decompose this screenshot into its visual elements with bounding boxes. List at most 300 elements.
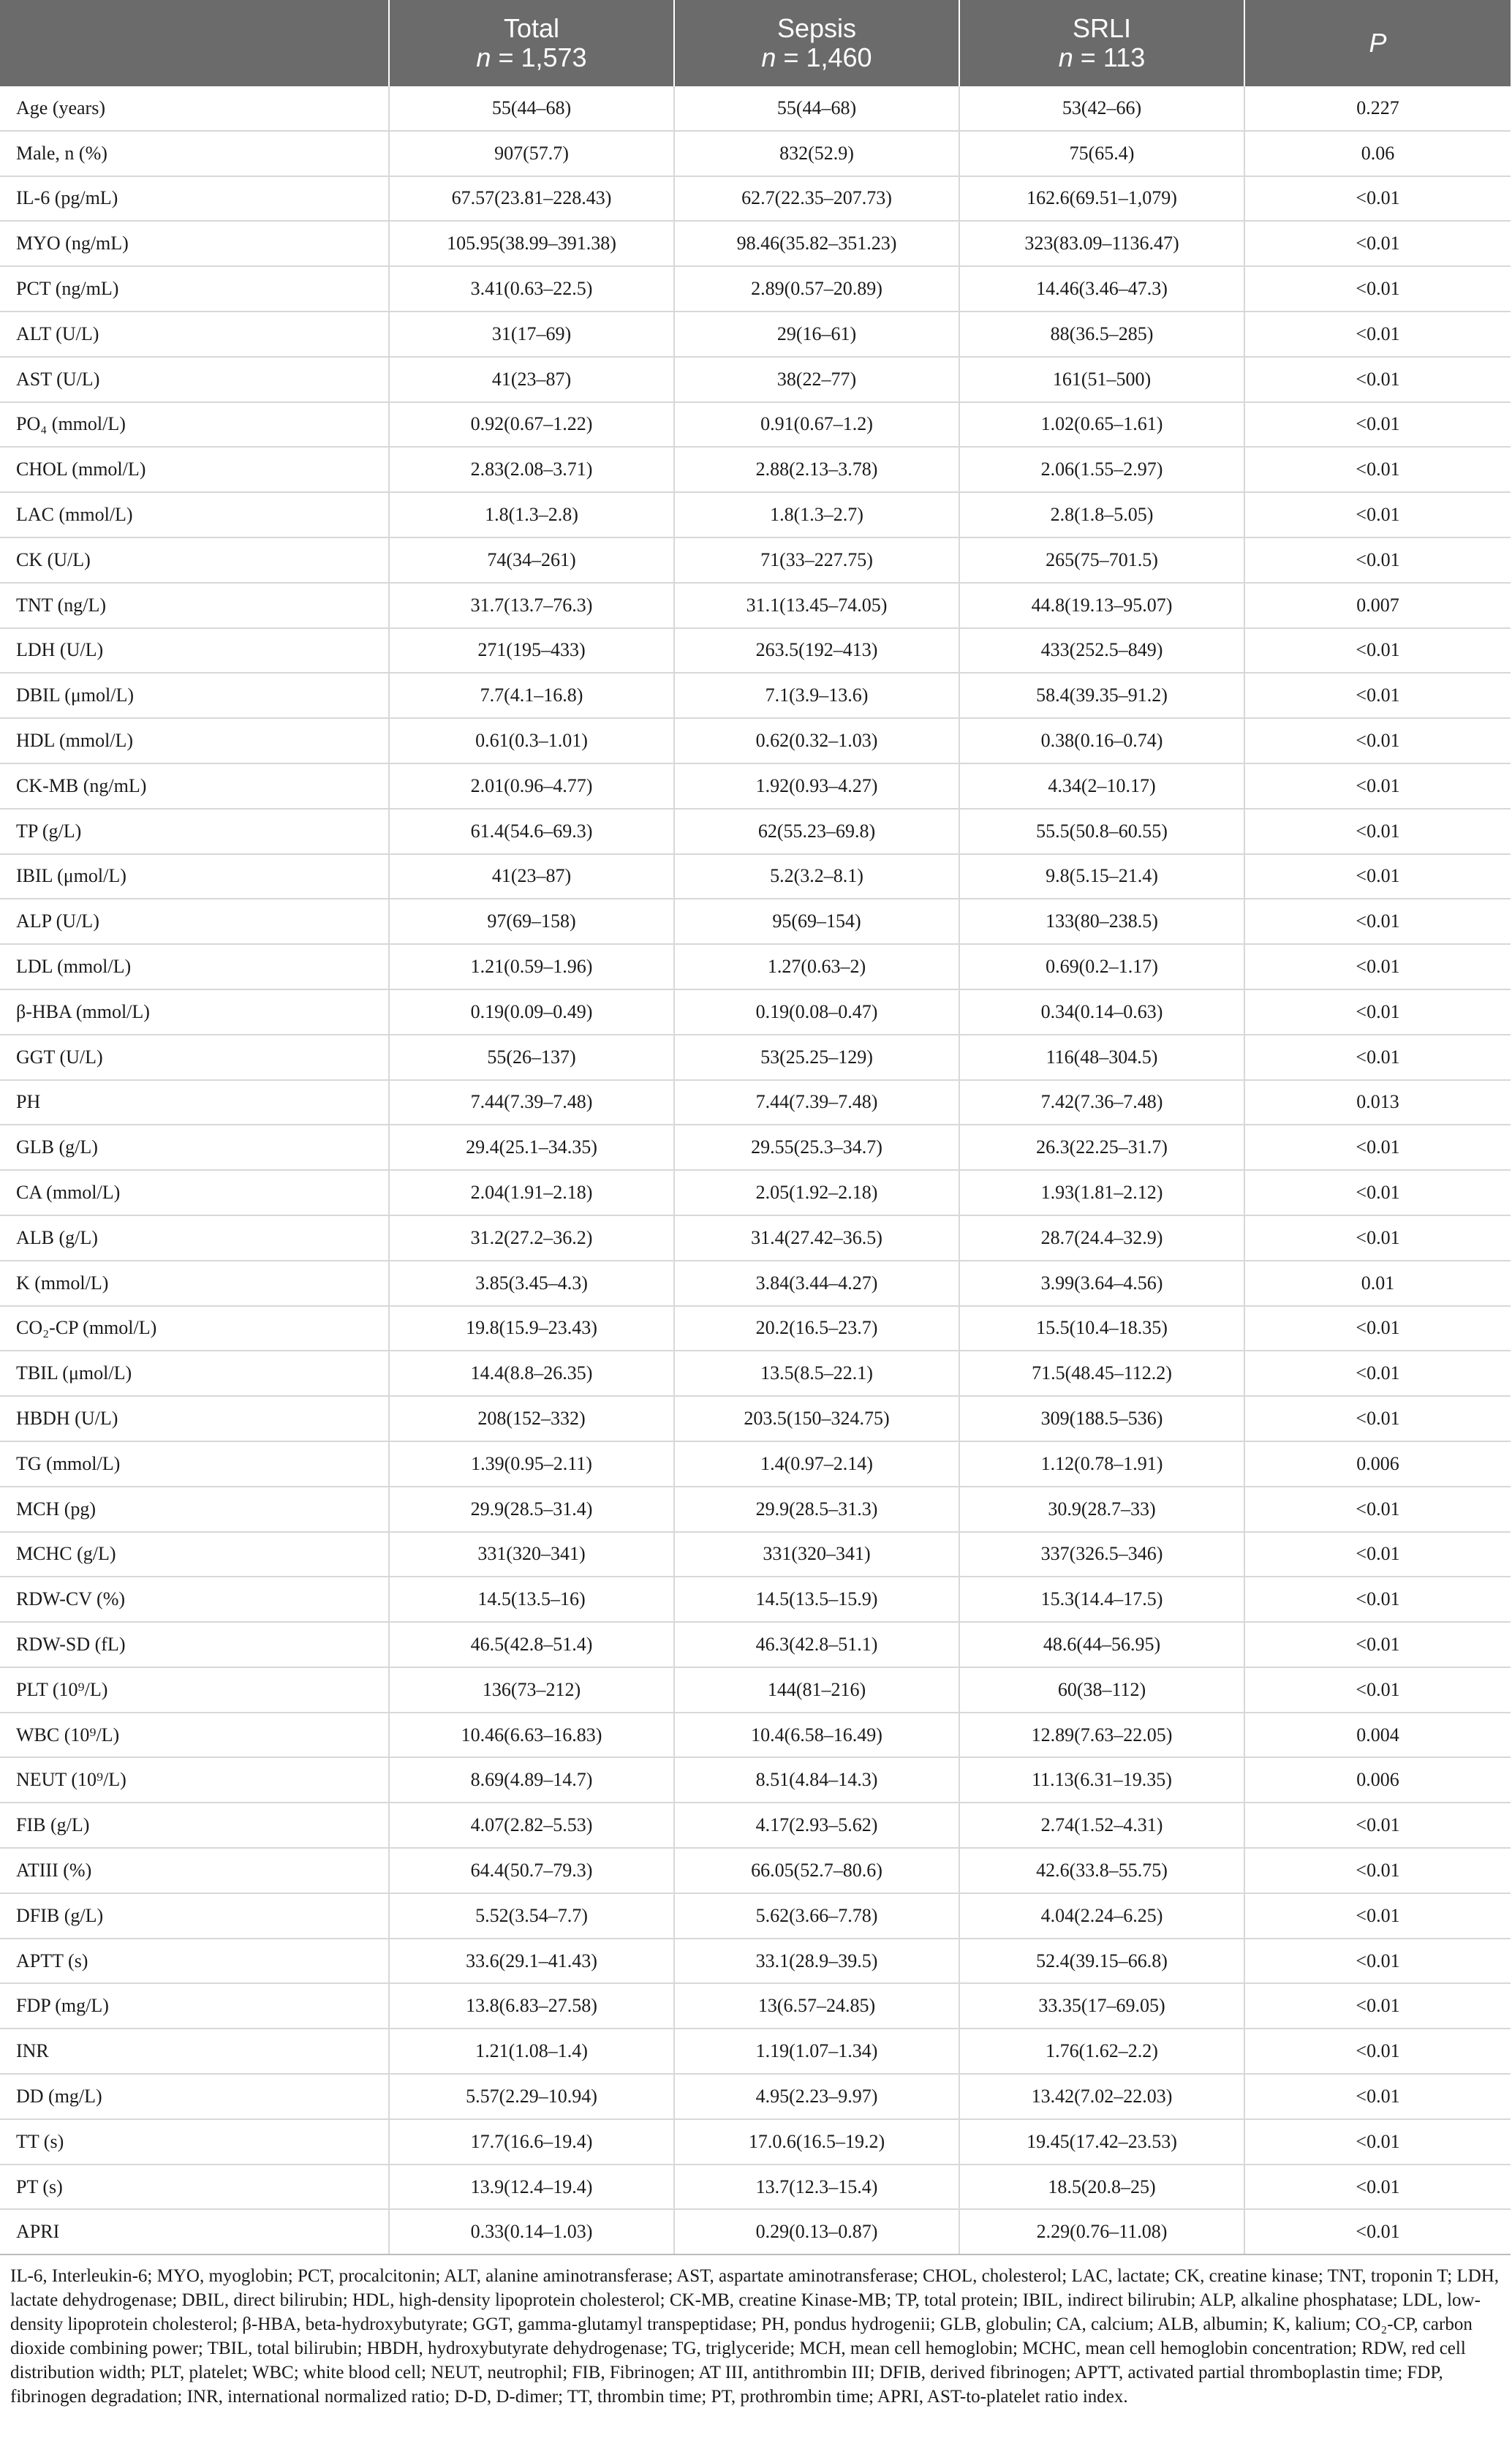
cell-srli: 60(38–112) [959,1667,1244,1713]
table-row [0,583,1511,628]
table-row [0,1577,1511,1622]
cell-total: 7.44(7.39–7.48) [389,1080,674,1125]
cell-sepsis: 1.27(0.63–2) [674,944,959,989]
table-row [0,131,1511,176]
header-p-name: P [1369,28,1387,58]
cell-p: <0.01 [1244,944,1511,989]
cell-srli: 2.06(1.55–2.97) [959,447,1244,492]
cell-label: PT (s) [0,2165,389,2210]
cell-label: CA (mmol/L) [0,1170,389,1215]
cell-sepsis: 4.95(2.23–9.97) [674,2074,959,2119]
cell-total: 907(57.7) [389,131,674,176]
table-row [0,1622,1511,1667]
cell-p: <0.01 [1244,1306,1511,1351]
cell-srli: 52.4(39.15–66.8) [959,1939,1244,1984]
cell-sepsis: 2.05(1.92–2.18) [674,1170,959,1215]
header-sepsis-n [675,43,959,72]
cell-p: <0.01 [1244,537,1511,583]
table-row [0,2074,1511,2119]
table-row [0,447,1511,492]
cell-srli: 3.99(3.64–4.56) [959,1261,1244,1306]
cell-p: <0.01 [1244,402,1511,448]
table-row [0,854,1511,899]
cell-label: TG (mmol/L) [0,1441,389,1487]
cell-srli: 337(326.5–346) [959,1532,1244,1577]
cell-sepsis: 46.3(42.8–51.1) [674,1622,959,1667]
cell-label: MCH (pg) [0,1487,389,1532]
table-row [0,312,1511,357]
header-sepsis-n-prefix: n [761,42,776,72]
cell-srli: 53(42–66) [959,86,1244,131]
cell-srli: 75(65.4) [959,131,1244,176]
cell-p: <0.01 [1244,447,1511,492]
cell-p: <0.01 [1244,357,1511,402]
cell-p: 0.013 [1244,1080,1511,1125]
cell-srli: 14.46(3.46–47.3) [959,266,1244,312]
table-row [0,176,1511,222]
cell-srli: 4.04(2.24–6.25) [959,1893,1244,1939]
table-row [0,899,1511,944]
cell-sepsis: 29.55(25.3–34.7) [674,1125,959,1170]
cell-label: LDL (mmol/L) [0,944,389,989]
cell-total: 14.5(13.5–16) [389,1577,674,1622]
cell-sepsis: 53(25.25–129) [674,1035,959,1080]
cell-srli: 4.34(2–10.17) [959,763,1244,809]
cell-label: HDL (mmol/L) [0,718,389,763]
cell-label: ALT (U/L) [0,312,389,357]
cell-srli: 19.45(17.42–23.53) [959,2119,1244,2165]
cell-p: 0.06 [1244,131,1511,176]
table-row [0,1803,1511,1848]
header-total-n [390,43,673,72]
cell-p: <0.01 [1244,2029,1511,2074]
cell-p: <0.01 [1244,1893,1511,1939]
cell-p: 0.006 [1244,1757,1511,1803]
cell-p: <0.01 [1244,809,1511,854]
cell-sepsis: 832(52.9) [674,131,959,176]
cell-total: 136(73–212) [389,1667,674,1713]
cell-p: <0.01 [1244,2119,1511,2165]
cell-label: APTT (s) [0,1939,389,1984]
cell-label: DFIB (g/L) [0,1893,389,1939]
cell-label: RDW-SD (fL) [0,1622,389,1667]
cell-sepsis: 0.19(0.08–0.47) [674,989,959,1035]
cell-total: 55(26–137) [389,1035,674,1080]
cell-p: <0.01 [1244,673,1511,718]
table-row [0,1306,1511,1351]
cell-label: WBC (10⁹/L) [0,1713,389,1758]
cell-label: LDH (U/L) [0,628,389,673]
cell-p: <0.01 [1244,1577,1511,1622]
cell-total: 208(152–332) [389,1396,674,1441]
table-row [0,2165,1511,2210]
table-row [0,1080,1511,1125]
cell-srli: 15.5(10.4–18.35) [959,1306,1244,1351]
cell-sepsis: 7.1(3.9–13.6) [674,673,959,718]
cell-label: CK-MB (ng/mL) [0,763,389,809]
table-header [0,0,1511,86]
table-footnote: IL-6, Interleukin-6; MYO, myoglobin; PCT, procalcitonin; ALT, alanine aminotransferase; AST, aspartate aminotransferase; CHOL, cholesterol; LAC, lactate; CK, creatine kinase; TNT, troponin T; LDH, lactate dehydrogenase; DBIL, direct bilirubin; HDL, high-density lipoprotein cholesterol; CK-MB, creatine Kinase-MB; TP, total protein; IBIL, indirect bilirubin; ALP, alkaline phosphatase; LDL, low-density lipoprotein cholesterol; β-HBA, beta-hydroxybutyrate; GGT, gamma-glutamyl transpeptidase; PH, pondus hydrogenii; GLB, globulin; CA, calcium; ALB, albumin; K, kalium; CO₂-CP, carbon dioxide combining power; TBIL, total bilirubin; HBDH, hydroxybutyrate dehydrogenase; TG, triglyceride; MCH, mean cell hemoglobin; MCHC, mean cell hemoglobin concentration; RDW, red cell distribution width; PLT, platelet; WBC; white blood cell; NEUT, neutrophil; FIB, Fibrinogen; AT III, antithrombin III; DFIB, derived fibrinogen; APTT, activated partial thromboplastin time; FDP, fibrinogen degradation; INR, international normalized ratio; D-D, D-dimer; TT, thrombin time; PT, prothrombin time; APRI, AST-to-platelet ratio index. [10,2266,1500,2407]
table-row [0,1125,1511,1170]
cell-total: 17.7(16.6–19.4) [389,2119,674,2165]
cell-sepsis: 0.29(0.13–0.87) [674,2209,959,2254]
cell-srli: 0.69(0.2–1.17) [959,944,1244,989]
cell-sepsis: 2.89(0.57–20.89) [674,266,959,312]
cell-label: DBIL (μmol/L) [0,673,389,718]
cell-srli: 1.76(1.62–2.2) [959,2029,1244,2074]
cell-sepsis: 2.88(2.13–3.78) [674,447,959,492]
table-row [0,1396,1511,1441]
cell-sepsis: 55(44–68) [674,86,959,131]
cell-p: <0.01 [1244,1532,1511,1577]
cell-sepsis: 7.44(7.39–7.48) [674,1080,959,1125]
cell-sepsis: 62.7(22.35–207.73) [674,176,959,222]
cell-label: Male, n (%) [0,131,389,176]
cell-label: TBIL (μmol/L) [0,1351,389,1396]
cell-p: <0.01 [1244,718,1511,763]
cell-p: 0.007 [1244,583,1511,628]
cell-label: GGT (U/L) [0,1035,389,1080]
cell-label: APRI [0,2209,389,2254]
table-row [0,402,1511,448]
cell-label: CO₂-CP (mmol/L) [0,1306,389,1351]
cell-p: <0.01 [1244,2209,1511,2254]
table-row [0,809,1511,854]
cell-total: 3.41(0.63–22.5) [389,266,674,312]
table-row [0,1170,1511,1215]
cell-total: 5.57(2.29–10.94) [389,2074,674,2119]
cell-label: IL-6 (pg/mL) [0,176,389,222]
cell-total: 2.83(2.08–3.71) [389,447,674,492]
cell-label: TT (s) [0,2119,389,2165]
table-row [0,2029,1511,2074]
cell-sepsis: 0.62(0.32–1.03) [674,718,959,763]
cell-total: 1.8(1.3–2.8) [389,492,674,537]
cell-label: ALB (g/L) [0,1215,389,1261]
cell-label: MCHC (g/L) [0,1532,389,1577]
cell-total: 31.2(27.2–36.2) [389,1215,674,1261]
cell-sepsis: 3.84(3.44–4.27) [674,1261,959,1306]
cell-total: 271(195–433) [389,628,674,673]
cell-label: FDP (mg/L) [0,1983,389,2029]
cell-total: 8.69(4.89–14.7) [389,1757,674,1803]
cell-label: NEUT (10⁹/L) [0,1757,389,1803]
cell-srli: 265(75–701.5) [959,537,1244,583]
cell-srli: 2.74(1.52–4.31) [959,1803,1244,1848]
cell-srli: 42.6(33.8–55.75) [959,1848,1244,1893]
cell-p: <0.01 [1244,1351,1511,1396]
cell-total: 64.4(50.7–79.3) [389,1848,674,1893]
cell-total: 46.5(42.8–51.4) [389,1622,674,1667]
cell-label: AST (U/L) [0,357,389,402]
table-row [0,2119,1511,2165]
cell-p: <0.01 [1244,1487,1511,1532]
cell-srli: 161(51–500) [959,357,1244,402]
table-body [0,86,1511,2254]
cell-srli: 88(36.5–285) [959,312,1244,357]
cell-srli: 116(48–304.5) [959,1035,1244,1080]
table-row [0,221,1511,266]
table-row [0,1532,1511,1577]
header-srli [959,0,1244,86]
cell-sepsis: 10.4(6.58–16.49) [674,1713,959,1758]
cell-p: <0.01 [1244,176,1511,222]
cell-srli: 2.29(0.76–11.08) [959,2209,1244,2254]
cell-total: 19.8(15.9–23.43) [389,1306,674,1351]
cell-total: 10.46(6.63–16.83) [389,1713,674,1758]
cell-srli: 15.3(14.4–17.5) [959,1577,1244,1622]
cell-sepsis: 13(6.57–24.85) [674,1983,959,2029]
header-total-n-value: = 1,573 [491,42,587,72]
cell-srli: 1.12(0.78–1.91) [959,1441,1244,1487]
header-total-n-prefix: n [476,42,491,72]
cell-label: β-HBA (mmol/L) [0,989,389,1035]
header-srli-name: SRLI [1072,13,1132,43]
cell-total: 29.4(25.1–34.35) [389,1125,674,1170]
cell-total: 31(17–69) [389,312,674,357]
cell-sepsis: 33.1(28.9–39.5) [674,1939,959,1984]
cell-sepsis: 62(55.23–69.8) [674,809,959,854]
cell-sepsis: 95(69–154) [674,899,959,944]
cell-sepsis: 31.4(27.42–36.5) [674,1215,959,1261]
cell-sepsis: 71(33–227.75) [674,537,959,583]
cell-p: <0.01 [1244,1035,1511,1080]
cell-p: <0.01 [1244,1396,1511,1441]
cell-label: TP (g/L) [0,809,389,854]
table-row [0,1939,1511,1984]
header-label-cell [0,0,389,86]
cell-p: <0.01 [1244,1125,1511,1170]
cell-srli: 12.89(7.63–22.05) [959,1713,1244,1758]
header-sepsis [674,0,959,86]
cell-sepsis: 4.17(2.93–5.62) [674,1803,959,1848]
header-total-name: Total [503,13,560,43]
cell-total: 55(44–68) [389,86,674,131]
cell-label: PH [0,1080,389,1125]
cell-p: <0.01 [1244,1848,1511,1893]
header-srli-n-prefix: n [1058,42,1073,72]
cell-label: RDW-CV (%) [0,1577,389,1622]
table-row [0,1487,1511,1532]
cell-p: <0.01 [1244,492,1511,537]
cell-srli: 323(83.09–1136.47) [959,221,1244,266]
cell-srli: 0.38(0.16–0.74) [959,718,1244,763]
cell-sepsis: 66.05(52.7–80.6) [674,1848,959,1893]
cell-srli: 48.6(44–56.95) [959,1622,1244,1667]
cell-p: <0.01 [1244,854,1511,899]
cell-p: <0.01 [1244,1803,1511,1848]
cell-total: 0.61(0.3–1.01) [389,718,674,763]
table-row [0,1035,1511,1080]
table-row [0,2209,1511,2254]
cell-srli: 33.35(17–69.05) [959,1983,1244,2029]
cell-label: PCT (ng/mL) [0,266,389,312]
table-row [0,673,1511,718]
cell-p: <0.01 [1244,1667,1511,1713]
cell-srli: 26.3(22.25–31.7) [959,1125,1244,1170]
cell-sepsis: 263.5(192–413) [674,628,959,673]
cell-p: <0.01 [1244,1215,1511,1261]
cell-label: ALP (U/L) [0,899,389,944]
cell-total: 1.21(0.59–1.96) [389,944,674,989]
table-row [0,266,1511,312]
cell-p: <0.01 [1244,899,1511,944]
cell-total: 0.92(0.67–1.22) [389,402,674,448]
cell-srli: 44.8(19.13–95.07) [959,583,1244,628]
cell-p: <0.01 [1244,628,1511,673]
cell-sepsis: 14.5(13.5–15.9) [674,1577,959,1622]
cell-sepsis: 98.46(35.82–351.23) [674,221,959,266]
cell-sepsis: 29.9(28.5–31.3) [674,1487,959,1532]
cell-total: 2.04(1.91–2.18) [389,1170,674,1215]
cell-srli: 18.5(20.8–25) [959,2165,1244,2210]
cell-total: 0.33(0.14–1.03) [389,2209,674,2254]
cell-total: 331(320–341) [389,1532,674,1577]
cell-label: LAC (mmol/L) [0,492,389,537]
cell-sepsis: 1.19(1.07–1.34) [674,2029,959,2074]
cell-label: IBIL (μmol/L) [0,854,389,899]
cell-total: 41(23–87) [389,357,674,402]
cell-sepsis: 17.0.6(16.5–19.2) [674,2119,959,2165]
table-row [0,1261,1511,1306]
cell-label: ATIII (%) [0,1848,389,1893]
cell-total: 14.4(8.8–26.35) [389,1351,674,1396]
cell-p: 0.004 [1244,1713,1511,1758]
cell-sepsis: 1.92(0.93–4.27) [674,763,959,809]
table-row [0,537,1511,583]
cell-p: <0.01 [1244,221,1511,266]
cell-srli: 133(80–238.5) [959,899,1244,944]
cell-p: 0.227 [1244,86,1511,131]
cell-label: GLB (g/L) [0,1125,389,1170]
cell-total: 1.21(1.08–1.4) [389,2029,674,2074]
cell-sepsis: 29(16–61) [674,312,959,357]
cell-total: 5.52(3.54–7.7) [389,1893,674,1939]
cell-srli: 7.42(7.36–7.48) [959,1080,1244,1125]
table-row [0,1713,1511,1758]
cell-sepsis: 203.5(150–324.75) [674,1396,959,1441]
cell-srli: 309(188.5–536) [959,1396,1244,1441]
cell-p: <0.01 [1244,312,1511,357]
table-row [0,763,1511,809]
cell-total: 1.39(0.95–2.11) [389,1441,674,1487]
cell-srli: 1.93(1.81–2.12) [959,1170,1244,1215]
cell-srli: 0.34(0.14–0.63) [959,989,1244,1035]
cell-srli: 433(252.5–849) [959,628,1244,673]
cell-total: 61.4(54.6–69.3) [389,809,674,854]
cell-total: 67.57(23.81–228.43) [389,176,674,222]
table-row [0,1757,1511,1803]
cell-sepsis: 1.4(0.97–2.14) [674,1441,959,1487]
cell-label: CK (U/L) [0,537,389,583]
cell-label: FIB (g/L) [0,1803,389,1848]
cell-total: 13.9(12.4–19.4) [389,2165,674,2210]
cell-sepsis: 20.2(16.5–23.7) [674,1306,959,1351]
table-row [0,1848,1511,1893]
table-row [0,1215,1511,1261]
cell-sepsis: 331(320–341) [674,1532,959,1577]
cell-sepsis: 5.62(3.66–7.78) [674,1893,959,1939]
cell-label: K (mmol/L) [0,1261,389,1306]
cell-label: PLT (10⁹/L) [0,1667,389,1713]
table-row [0,989,1511,1035]
cell-label: DD (mg/L) [0,2074,389,2119]
cell-label: TNT (ng/L) [0,583,389,628]
cell-sepsis: 38(22–77) [674,357,959,402]
cell-sepsis: 1.8(1.3–2.7) [674,492,959,537]
cell-p: <0.01 [1244,266,1511,312]
table-row [0,1441,1511,1487]
cell-p: <0.01 [1244,763,1511,809]
cell-total: 2.01(0.96–4.77) [389,763,674,809]
cell-p: <0.01 [1244,989,1511,1035]
cell-srli: 1.02(0.65–1.61) [959,402,1244,448]
cell-sepsis: 8.51(4.84–14.3) [674,1757,959,1803]
table-row [0,944,1511,989]
cell-srli: 58.4(39.35–91.2) [959,673,1244,718]
cell-srli: 30.9(28.7–33) [959,1487,1244,1532]
header-srli-n [960,43,1244,72]
cell-total: 13.8(6.83–27.58) [389,1983,674,2029]
table-row [0,1667,1511,1713]
cell-sepsis: 13.5(8.5–22.1) [674,1351,959,1396]
cell-total: 29.9(28.5–31.4) [389,1487,674,1532]
table-row [0,718,1511,763]
cell-srli: 162.6(69.51–1,079) [959,176,1244,222]
cell-label: Age (years) [0,86,389,131]
header-p [1244,0,1511,86]
cell-total: 33.6(29.1–41.43) [389,1939,674,1984]
header-sepsis-n-value: = 1,460 [776,42,872,72]
cell-p: 0.006 [1244,1441,1511,1487]
cell-srli: 13.42(7.02–22.03) [959,2074,1244,2119]
cell-srli: 55.5(50.8–60.55) [959,809,1244,854]
cell-total: 31.7(13.7–76.3) [389,583,674,628]
cell-total: 41(23–87) [389,854,674,899]
cell-total: 4.07(2.82–5.53) [389,1803,674,1848]
cell-sepsis: 31.1(13.45–74.05) [674,583,959,628]
cell-total: 7.7(4.1–16.8) [389,673,674,718]
header-row [0,0,1511,86]
cell-p: 0.01 [1244,1261,1511,1306]
table-row [0,1351,1511,1396]
header-sepsis-name: Sepsis [776,13,857,43]
cell-srli: 2.8(1.8–5.05) [959,492,1244,537]
cell-sepsis: 13.7(12.3–15.4) [674,2165,959,2210]
cell-label: PO₄ (mmol/L) [0,402,389,448]
cell-total: 105.95(38.99–391.38) [389,221,674,266]
cell-total: 0.19(0.09–0.49) [389,989,674,1035]
cell-total: 3.85(3.45–4.3) [389,1261,674,1306]
table-row [0,357,1511,402]
cell-p: <0.01 [1244,1939,1511,1984]
cell-label: MYO (ng/mL) [0,221,389,266]
table-row [0,1893,1511,1939]
header-srli-n-value: = 113 [1073,42,1146,72]
header-total [389,0,674,86]
cell-total: 97(69–158) [389,899,674,944]
cell-label: CHOL (mmol/L) [0,447,389,492]
cell-label: INR [0,2029,389,2074]
cell-p: <0.01 [1244,1622,1511,1667]
table-row [0,1983,1511,2029]
cell-sepsis: 0.91(0.67–1.2) [674,402,959,448]
table-row [0,492,1511,537]
cell-p: <0.01 [1244,1170,1511,1215]
cell-p: <0.01 [1244,2074,1511,2119]
table-row [0,86,1511,131]
cell-sepsis: 144(81–216) [674,1667,959,1713]
